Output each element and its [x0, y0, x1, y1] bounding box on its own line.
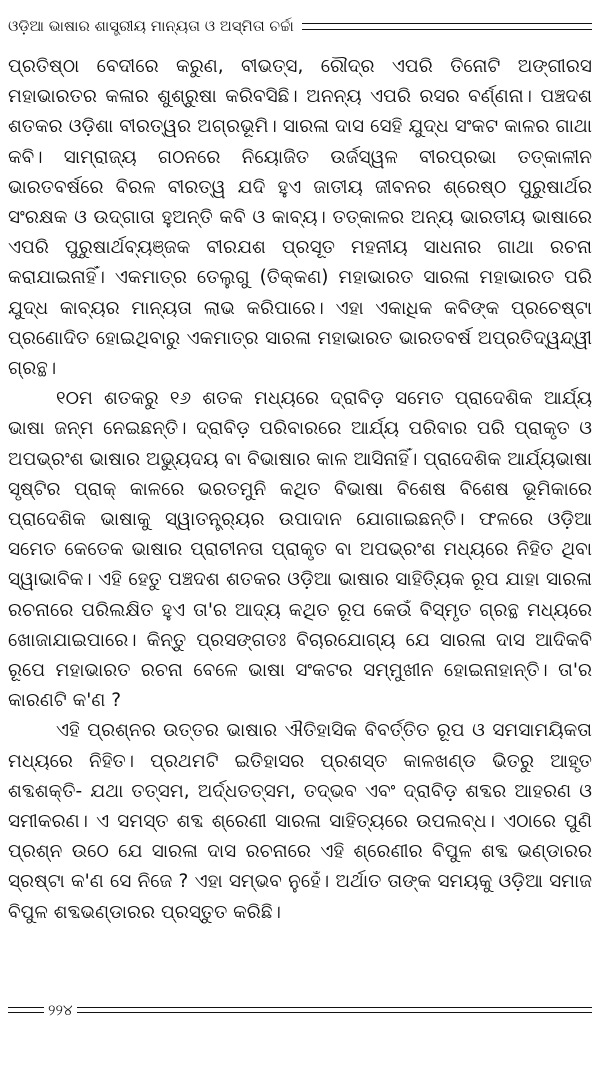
footer-rule-right: [77, 1007, 592, 1013]
paragraph: ପ୍ରତିଷ୍ଠା ବେଦୀରେ କରୁଣ, ବୀଭତ୍ସ, ରୌଦ୍ର ଏପରି ତିନୋଟି ଅଙ୍ଗୀରସ ମହାଭାରତର କଳାର ଶୁଶ୍ରୁଷା କରିବସିଛି। ଅନନ୍ୟ ଏପରି ରସର ବର୍ଣ୍ଣନା। ପଞ୍ଚଦଶ ଶତକର ଓଡ଼ିଶା ବୀରତ୍ୱର ଅଗ୍ରଭୂମି। ସାରଳା ଦାସ ସେହି ଯୁଦ୍ଧ ସଂକଟ କାଳର ଗାଥା କବି। ସାମ୍ରାଜ୍ୟ ଗଠନରେ ନିୟୋଜିତ ଉର୍ଜସ୍ୱଳ ବୀରପ୍ରଭା ତତ୍କାଳୀନ ଭାରତବର୍ଷରେ ବିରଳ ବୀରତ୍ୱ ଯଦି ହୁଏ ଜାତୀୟ ଜୀବନର ଶ୍ରେଷ୍ଠ ପୁରୁଷାର୍ଥର ସଂରକ୍ଷକ ଓ ଉଦ୍‌ଗାତା ହୁଅନ୍ତି କବି ଓ କାବ୍ୟ। ତତ୍କାଳର ଅନ୍ୟ ଭାରତୀୟ ଭାଷାରେ ଏପରି ପୁରୁଷାର୍ଥବ୍ୟଞ୍ଜକ ବୀରଯଶ ପ୍ରସୂତ ମହନୀୟ ସାଧନାର ଗାଥା ରଚନା କରାଯାଇନାହିଁ। ଏକମାତ୍ର ତେଲୁଗୁ (ତିକ୍କଣ) ମହାଭାରତ ସାରଳା ମହାଭାରତ ପରି ଯୁଦ୍ଧ କାବ୍ୟର ମାନ୍ୟତା ଲାଭ କରିପାରେ। ଏହା ଏକାଧିକ କବିଙ୍କ ପ୍ରଚେଷ୍ଟା ପ୍ରଣୋଦିତ ହୋଇଥିବାରୁ ଏକମାତ୍ର ସାରଳା ମହାଭାରତ ଭାରତବର୍ଷ ଅପ୍ରତିଦ୍ୱନ୍ଦ୍ୱୀ ଗ୍ରନ୍ଥ।: [8, 56, 592, 380]
page-footer: [8, 1000, 592, 1020]
paragraph: ୧୦ମ ଶତକରୁ ୧୬ ଶତକ ମଧ୍ୟରେ ଦ୍ରାବିଡ଼ ସମେତ ପ୍ରାଦେଶିକ ଆର୍ଯ୍ୟ ଭାଷା ଜନ୍ମ ନେଇଛନ୍ତି। ଦ୍ରାବିଡ଼ ପରିବାରରେ ଆର୍ଯ୍ୟ ପରିବାର ପରି ପ୍ରାକୃତ ଓ ଅପଭ୍ରଂଶ ଭାଷାର ଅଭ୍ୟୁଦୟ ବା ବିଭାଷାର କାଳ ଆସିନାହିଁ। ପ୍ରାଦେଶିକ ଆର୍ଯ୍ୟଭାଷା ସୃଷ୍ଟିର ପ୍ରାକ୍ କାଳରେ ଭରତମୁନି କଥିତ ବିଭାଷା ବିଶେଷ ବିଶେଷ ଭୂମିକାରେ ପ୍ରାଦେଶିକ ଭାଷାକୁ ସ୍ୱାତନ୍ତ୍ର୍ୟର ଉପାଦାନ ଯୋଗାଇଛନ୍ତି। ଫଳରେ ଓଡ଼ିଆ ସମେତ କେତେକ ଭାଷାର ପ୍ରାଚୀନତା ପ୍ରାକୃତ ବା ଅପଭ୍ରଂଶ ମଧ୍ୟରେ ନିହିତ ଥିବା ସ୍ୱାଭାବିକ। ଏହି ହେତୁ ପଞ୍ଚଦଶ ଶତକର ଓଡ଼ିଆ ଭାଷାର ସାହିତ୍ୟିକ ରୂପ ଯାହା ସାରଳା ରଚନାରେ ପରିଲକ୍ଷିତ ହୁଏ ତା'ର ଆଦ୍ୟ କଥିତ ରୂପ କେଉଁ ବିସ୍ମୃତ ଗ୍ରନ୍ଥ ମଧ୍ୟରେ ଖୋଜାଯାଇପାରେ। କିନ୍ତୁ ପ୍ରସଙ୍ଗତଃ ବିଚାରଯୋଗ୍ୟ ଯେ ସାରଳା ଦାସ ଆଦିକବି ରୂପେ ମହାଭାରତ ରଚନା ବେଳେ ଭାଷା ସଂକଟର ସମ୍ମୁଖୀନ ହୋଇନାହାନ୍ତି। ତା'ର କାରଣଟି କ'ଣ ?: [8, 388, 592, 712]
running-header-title: ଓଡ଼ିଆ ଭାଷାର ଶାସ୍ତ୍ରୀୟ ମାନ୍ୟତା ଓ ଅସ୍ମିତା ଚର୍ଚ୍ଚା: [8, 17, 294, 35]
page-number: ୨୨୪: [48, 1001, 73, 1019]
body-text: [8, 52, 592, 928]
paragraph: ଏହି ପ୍ରଶ୍ନର ଉତ୍ତର ଭାଷାର ଐତିହାସିକ ବିବର୍ତ୍ତିତ ରୂପ ଓ ସମସାମୟିକତା ମଧ୍ୟରେ ନିହିତ। ପ୍ରଥମଟି ଇତିହାସର ପ୍ରଶସ୍ତ କାଳଖଣ୍ଡ ଭିତରୁ ଆହୃତ ଶବ୍ଦଶକ୍ତି- ଯଥା ତତ୍ସମ, ଅର୍ଦ୍ଧତତ୍ସମ, ତଦ୍‌ଭବ ଏବଂ ଦ୍ରାବିଡ଼ ଶବ୍ଦର ଆହରଣ ଓ ସମୀକରଣ। ଏ ସମସ୍ତ ଶବ୍ଦ ଶ୍ରେଣୀ ସାରଳା ସାହିତ୍ୟରେ ଉପଲବ୍ଧ। ଏଠାରେ ପୁଣି ପ୍ରଶ୍ନ ଉଠେ ଯେ ସାରଳା ଦାସ ରଚନାରେ ଏହି ଶ୍ରେଣୀର ବିପୁଳ ଶବ୍ଦ ଭଣ୍ଡାରର ସ୍ରଷ୍ଟା କ'ଣ ସେ ନିଜେ ? ଏହା ସମ୍ଭବ ନୁହେଁ। ଅର୍ଥାତ ତାଙ୍କ ସମୟକୁ ଓଡ଼ିଆ ସମାଜ ବିପୁଳ ଶବ୍ଦଭଣ୍ଡାରର ପ୍ରସ୍ତୁତ କରିଛି।: [8, 720, 592, 923]
running-header: [8, 14, 592, 38]
header-rule: [302, 23, 592, 30]
footer-rule-left: [8, 1007, 44, 1013]
